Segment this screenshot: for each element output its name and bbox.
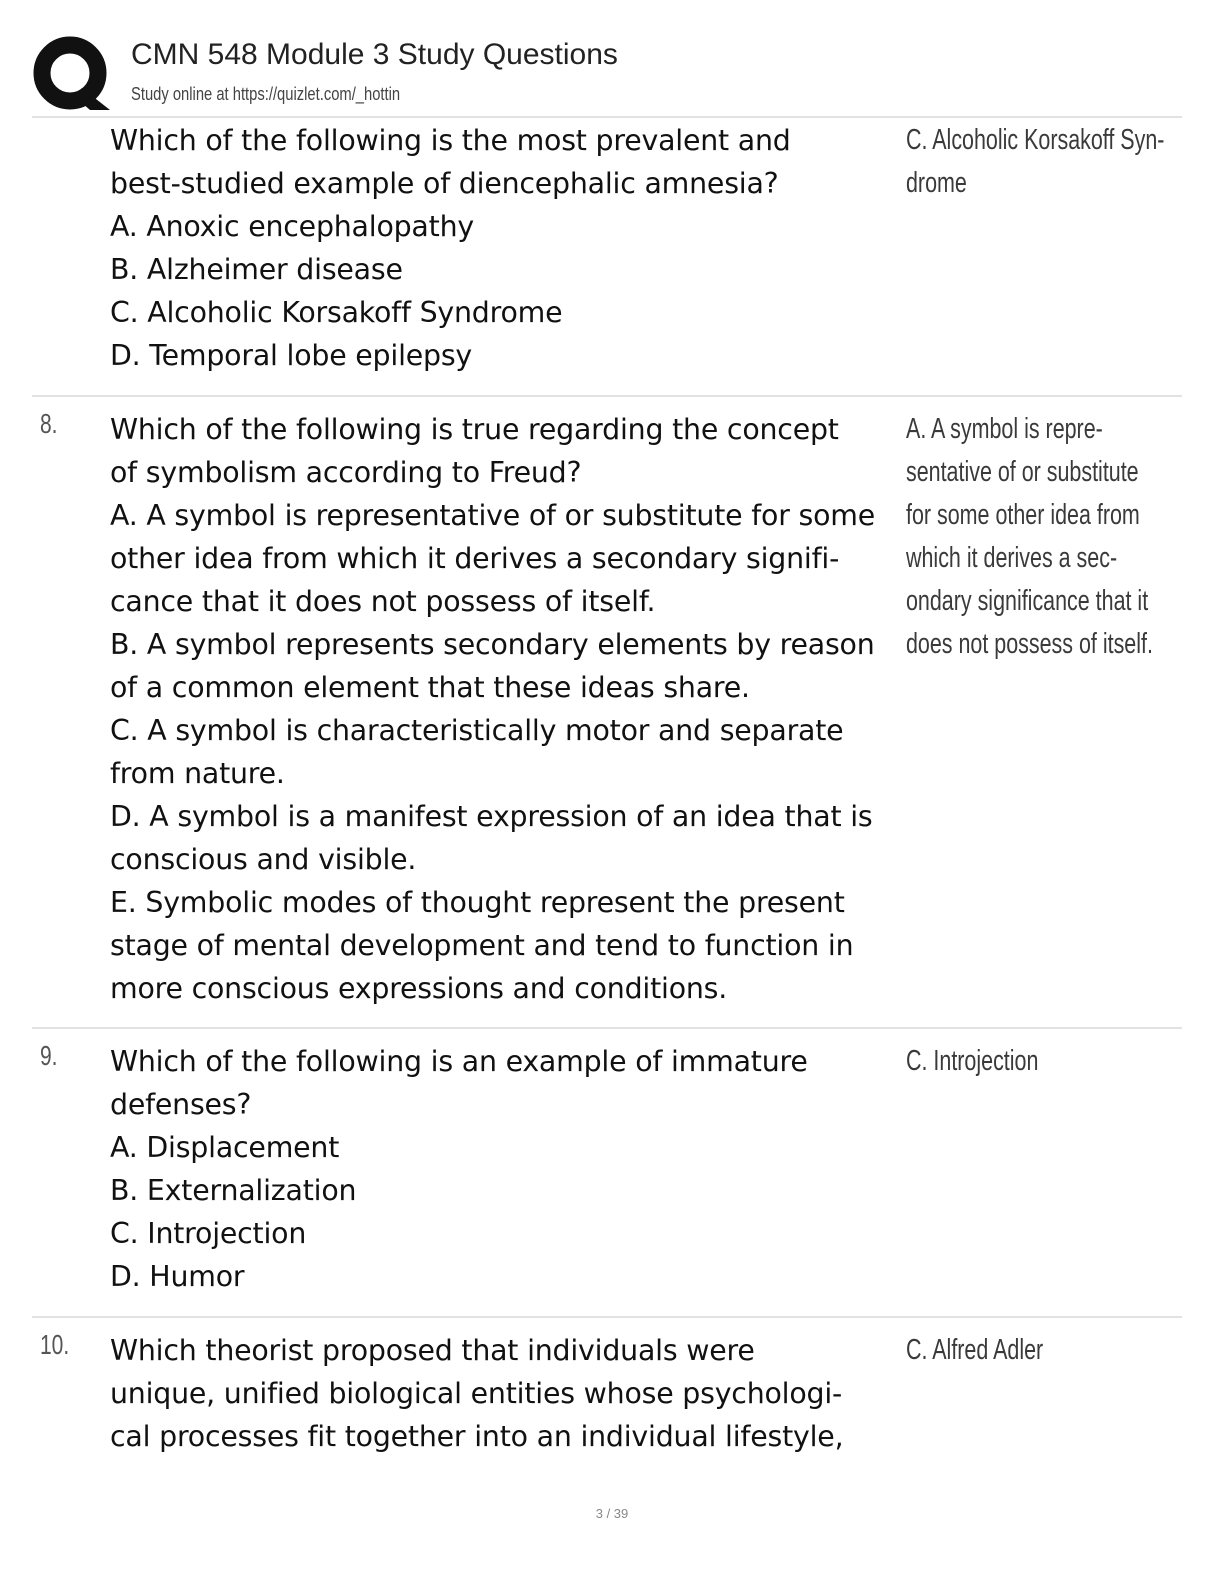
option-line: more conscious expressions and conditions.	[110, 972, 728, 1005]
option-line: B. Externalization	[110, 1174, 357, 1207]
page-header	[32, 30, 1182, 116]
answer-line: which it derives a sec-	[906, 542, 1118, 574]
divider	[32, 395, 1182, 397]
option-line: A. Anoxic encephalopathy	[110, 210, 474, 243]
question-text	[110, 1329, 900, 1458]
answer-line: drome	[906, 167, 967, 199]
option-line: A. A symbol is representative of or substitute for some	[110, 499, 875, 532]
question-line: of symbolism according to Freud?	[110, 456, 582, 489]
option-line: B. A symbol represents secondary elements by reason	[110, 628, 875, 661]
option-line: B. Alzheimer disease	[110, 253, 403, 286]
question-line: Which of the following is true regarding the concept	[110, 413, 839, 446]
divider	[32, 1316, 1182, 1318]
question-number: 10.	[40, 1329, 70, 1360]
question-line: Which theorist proposed that individuals were	[110, 1334, 755, 1367]
answer-text	[906, 1329, 1187, 1372]
option-line: cance that it does not possess of itself.	[110, 585, 656, 618]
option-line: other idea from which it derives a secondary signifi-	[110, 542, 840, 575]
option-line: C. A symbol is characteristically motor and separate	[110, 714, 844, 747]
answer-text	[906, 408, 1187, 666]
divider	[32, 116, 1182, 118]
question-text	[110, 1040, 900, 1298]
option-line: C. Introjection	[110, 1217, 307, 1250]
quizlet-logo-icon	[32, 36, 112, 112]
answer-text	[906, 119, 1187, 205]
answer-line: ondary significance that it	[906, 585, 1149, 617]
question-number: 9.	[40, 1040, 58, 1071]
option-line: C. Alcoholic Korsakoff Syndrome	[110, 296, 563, 329]
question-line: best-studied example of diencephalic amnesia?	[110, 167, 779, 200]
option-line: E. Symbolic modes of thought represent the present	[110, 886, 845, 919]
answer-line: C. Alcoholic Korsakoff Syn-	[906, 124, 1165, 156]
option-line: D. Humor	[110, 1260, 245, 1293]
page-indicator: 3 / 39	[595, 1506, 629, 1521]
question-text	[110, 408, 900, 1010]
question-line: unique, unified biological entities whose psychologi-	[110, 1377, 843, 1410]
option-line: D. A symbol is a manifest expression of an idea that is	[110, 800, 873, 833]
document-title: CMN 548 Module 3 Study Questions	[131, 38, 618, 71]
question-line: cal processes fit together into an individual lifestyle,	[110, 1420, 844, 1453]
divider	[32, 1027, 1182, 1029]
question-line: defenses?	[110, 1088, 252, 1121]
option-line: A. Displacement	[110, 1131, 340, 1164]
option-line: stage of mental development and tend to function in	[110, 929, 854, 962]
answer-line: for some other idea from	[906, 499, 1140, 531]
study-online-link[interactable]: Study online at https://quizlet.com/_hottin	[131, 84, 401, 104]
option-line: D. Temporal lobe epilepsy	[110, 339, 473, 372]
question-number: 8.	[40, 408, 58, 439]
answer-line: C. Alfred Adler	[906, 1334, 1044, 1366]
answer-text	[906, 1040, 1187, 1083]
answer-line: does not possess of itself.	[906, 628, 1153, 660]
option-line: from nature.	[110, 757, 285, 790]
answer-line: A. A symbol is repre-	[906, 413, 1103, 445]
option-line: conscious and visible.	[110, 843, 417, 876]
question-text	[110, 119, 900, 377]
question-line: Which of the following is the most prevalent and	[110, 124, 791, 157]
option-line: of a common element that these ideas share.	[110, 671, 750, 704]
question-line: Which of the following is an example of immature	[110, 1045, 808, 1078]
answer-line: sentative of or substitute	[906, 456, 1139, 488]
answer-line: C. Introjection	[906, 1045, 1039, 1077]
